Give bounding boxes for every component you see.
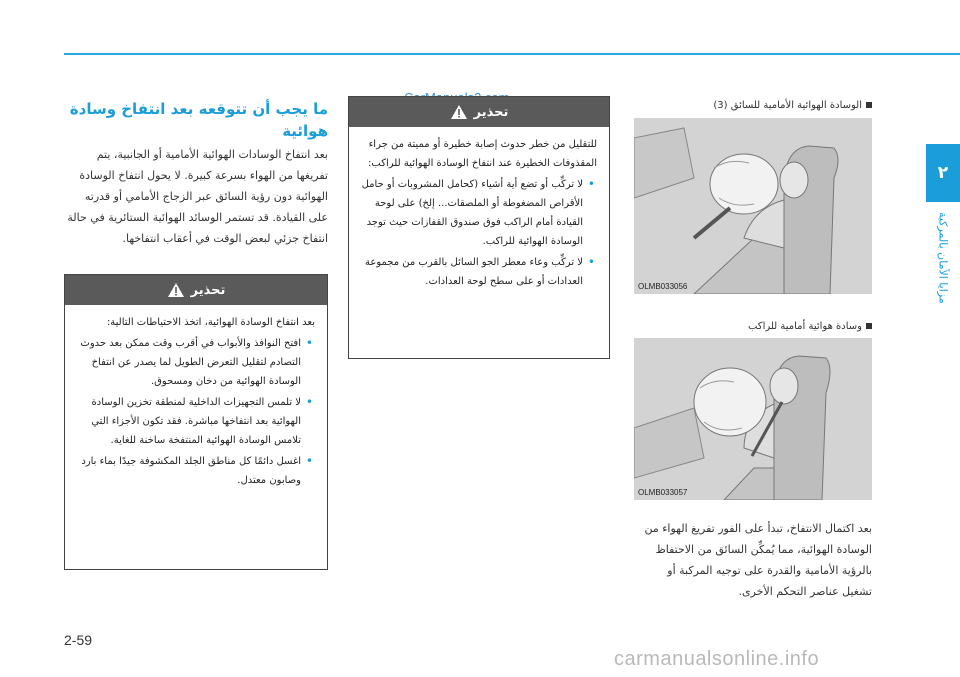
- warning-intro: للتقليل من خطر حدوث إصابة خطيرة أو مميتة من جراء المقذوفات الخطيرة عند انتفاخ الوسادة الهوائية للراكب:: [368, 139, 597, 169]
- figure-2-caption: وسادة هوائية أمامية للراكب: [748, 321, 872, 332]
- section-body: بعد انتفاخ الوسادات الهوائية الأمامية أو الجانبية، يتم تفريغها من الهواء بسرعة كبيرة. لا يحول انتفاخ الوسادة الهوائية دون رؤية السائق عبر الزجاج الأمامي أو قدرته على القيادة. قد تستمر الوسائد الهوائية الستائرية في حالة انتفاخ جزئي لبعض الوقت في أعقاب انتفاخها.: [67, 148, 328, 245]
- warning-box-after-inflation: [64, 274, 328, 570]
- warning-header: [349, 97, 609, 127]
- figure-2-passenger-airbag: [634, 338, 872, 500]
- list-item: • لا تلمس التجهيزات الداخلية لمنطقة تخزين الوسادة الهوائية بعد انتفاخها مباشرة. فقد تكون الأجزاء التي تلامس الوسادة الهوائية المنتفخة ساخنة للغاية.: [75, 393, 301, 450]
- list-item: • افتح النوافذ والأبواب في أقرب وقت ممكن بعد حدوث التصادم لتقليل التعرض الطويل لما يصدر عن انتفاخ الوسادة الهوائية من دخان ومسحوق.: [75, 334, 301, 391]
- warning-title: تحذير: [190, 282, 226, 298]
- figure-2-code: OLMB033057: [638, 488, 688, 497]
- page-number: 2-59: [64, 632, 93, 648]
- list-item: • اغسل دائمًا كل مناطق الجلد المكشوفة جيدًا بماء بارد وصابون معتدل.: [75, 452, 301, 490]
- figure-1-driver-airbag: [634, 118, 872, 294]
- warning-list: [75, 334, 315, 490]
- square-bullet-icon: [866, 323, 872, 329]
- square-bullet-icon: [866, 102, 872, 108]
- top-rule: [64, 53, 960, 55]
- warning-intro: بعد انتفاخ الوسادة الهوائية، اتخذ الاحتياطات التالية:: [106, 317, 315, 328]
- warning-triangle-icon: [450, 104, 468, 120]
- warning-list: [359, 175, 597, 291]
- chapter-tab: [926, 144, 960, 202]
- warning-triangle-icon: [167, 282, 185, 298]
- chapter-number: ٢: [937, 163, 949, 183]
- figure-1-code: OLMB033056: [638, 282, 688, 291]
- figure-column-text: بعد اكتمال الانتفاخ، تبدأ على الفور تفريغ الهواء من الوسادة الهوائية، مما يُمكِّن السائق من الاحتفاظ بالرؤية الأمامية والقدرة على توجيه المركبة أو تشغيل عناصر التحكم الأخرى.: [644, 522, 872, 598]
- warning-title: تحذير: [473, 104, 509, 120]
- list-item: • لا تركِّب وعاء معطر الجو السائل بالقرب من مجموعة العدادات أو على سطح لوحة العدادات.: [359, 253, 583, 291]
- list-item: • لا تركِّب أو تضع أية أشياء (كحامل المشروبات أو حامل الأقراص المضغوطة أو الملصقات... إلخ) على لوحة القيادة أمام الراكب فوق صندوق القفازات حيث توجد الوسادة الهوائية للراكب.: [359, 175, 583, 251]
- warning-header: [65, 275, 327, 305]
- driver-airbag-illustration: [634, 118, 872, 294]
- figure-1-caption: الوسادة الهوائية الأمامية للسائق (3): [713, 100, 872, 111]
- warning-box-passenger: [348, 96, 610, 359]
- section-heading: ما يجب أن تتوقعه بعد انتفاخ وسادة هوائية: [69, 100, 328, 140]
- chapter-title: مزايا الأمان بالمركبة: [936, 212, 950, 304]
- watermark-bottom[interactable]: carmanualsonline.info: [614, 648, 820, 670]
- warning-body: [65, 305, 327, 498]
- warning-body: [349, 127, 609, 299]
- passenger-airbag-illustration: [634, 338, 872, 500]
